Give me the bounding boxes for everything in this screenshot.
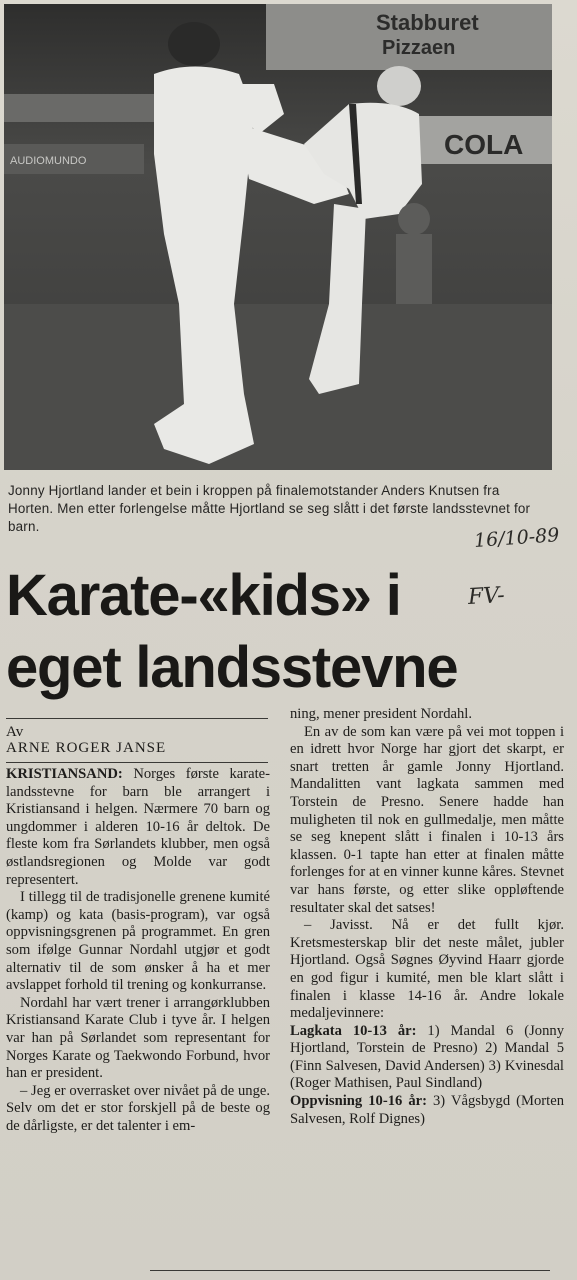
article-column-2 — [290, 706, 564, 1128]
paragraph-5: ning, mener president Nordahl. — [290, 706, 472, 722]
dateline: KRISTIANSAND: — [6, 766, 123, 782]
banner-text-4: AUDIOMUNDO — [10, 155, 87, 167]
banner-text-3: COLA — [444, 129, 524, 160]
results-lagkata-text: 1) Mandal 6 (Jonny Hjortland, Torstein de Presno) 2) Mandal 5 (Finn Salvesen, David Andersen) 3) Kvinesdal (Roger Mathisen, Paul Sindland) — [290, 1022, 564, 1092]
headline — [6, 560, 566, 704]
bottom-rule — [150, 1270, 550, 1271]
paragraph-7: – Javisst. Nå er det fullt kjør. Kretsmesterskap blir det neste målet, jubler Hjortland. Også Søgnes Øyvind Haarr gjorde en god figur i kumité, men ble klart slått i finalen i klasse 14-16 år. Andre lokale medaljevinnere: — [290, 917, 564, 1022]
banner-text-1: Stabburet — [376, 10, 479, 35]
paragraph-1-text: Norges første karate-landsstevne for barn ble arrangert i Kristiansand i helgen. Nærmere 70 barn og ungdommer i alderen 10-16 år deltok. De fleste kom fra Sørlandets klubber, men også østlandsregionen og Molde var godt representert. — [6, 766, 270, 888]
paragraph-2: I tillegg til de tradisjonelle grenene kumité (kamp) og kata (basis-program), var også oppvisningsgrenen på programmet. En gren som ifølge Gunnar Nordahl utgjør et godt alternativ til de som ønsker å ha et mer avslappet forhold til trening og konkurranse. — [6, 889, 270, 994]
results-oppvisning-text: 3) Vågsbygd (Morten Salvesen, Rolf Dignes) — [290, 1093, 564, 1127]
results-lagkata-label: Lagkata 10-13 år: — [290, 1022, 417, 1039]
photo-caption: Jonny Hjortland lander et bein i kroppen på finalemotstander Anders Knutsen fra Horten. Men etter forlengelse måtte Hjortland se seg slått i det første landsstevnet for barn. — [8, 483, 531, 534]
results-lagkata — [290, 1023, 564, 1093]
paragraph-1 — [6, 766, 270, 889]
karate-photo — [4, 4, 552, 470]
byline-rule-top — [6, 718, 268, 719]
results-oppvisning — [290, 1093, 564, 1128]
handwritten-date: 16/10-89 — [473, 524, 561, 552]
byline-rule-bottom — [6, 762, 268, 763]
byline-author: ARNE ROGER JANSE — [6, 740, 167, 756]
karate-photo-illustration — [4, 4, 552, 470]
article-column-1 — [6, 766, 270, 1135]
results-oppvisning-label: Oppvisning 10-16 år: — [290, 1093, 427, 1110]
headline-line-2: eget landsstevne — [6, 635, 458, 700]
paragraph-6: En av de som kan være på vei mot toppen i en idrett hvor Norge har gjort det skarpt, er snart tretten år gamle Jonny Hjortland. Mandalitten vant lagkata sammen med Torstein de Presno. Senere hadde han muligheten til nok en gullmedalje, men måtte se seg knepent slått i finalen i 10-13 års klassen. 0-1 tapte han etter at finalen måtte forlenges for at en vinner kunne kåres. Stevnet var hans første, og etter slike oppløftende resultater skal det satses! — [290, 723, 564, 916]
paragraph-3: Nordahl har vært trener i arrangørklubben Kristiansand Karate Club i tyve år. I helgen var han på Sørlandet som representant for Norges Karate og Taekwondo Forbund, hvor han er president. — [6, 994, 270, 1082]
banner-text-2: Pizzaen — [382, 37, 456, 59]
headline-line-1: Karate-«kids» i — [6, 563, 401, 628]
byline-prefix: Av — [6, 724, 24, 740]
handwritten-source: FV- — [467, 583, 506, 610]
paragraph-4: – Jeg er overrasket over nivået på de unge. Selv om det er stor forskjell på de beste og de dårligste, er det talenter i em- — [6, 1082, 270, 1134]
